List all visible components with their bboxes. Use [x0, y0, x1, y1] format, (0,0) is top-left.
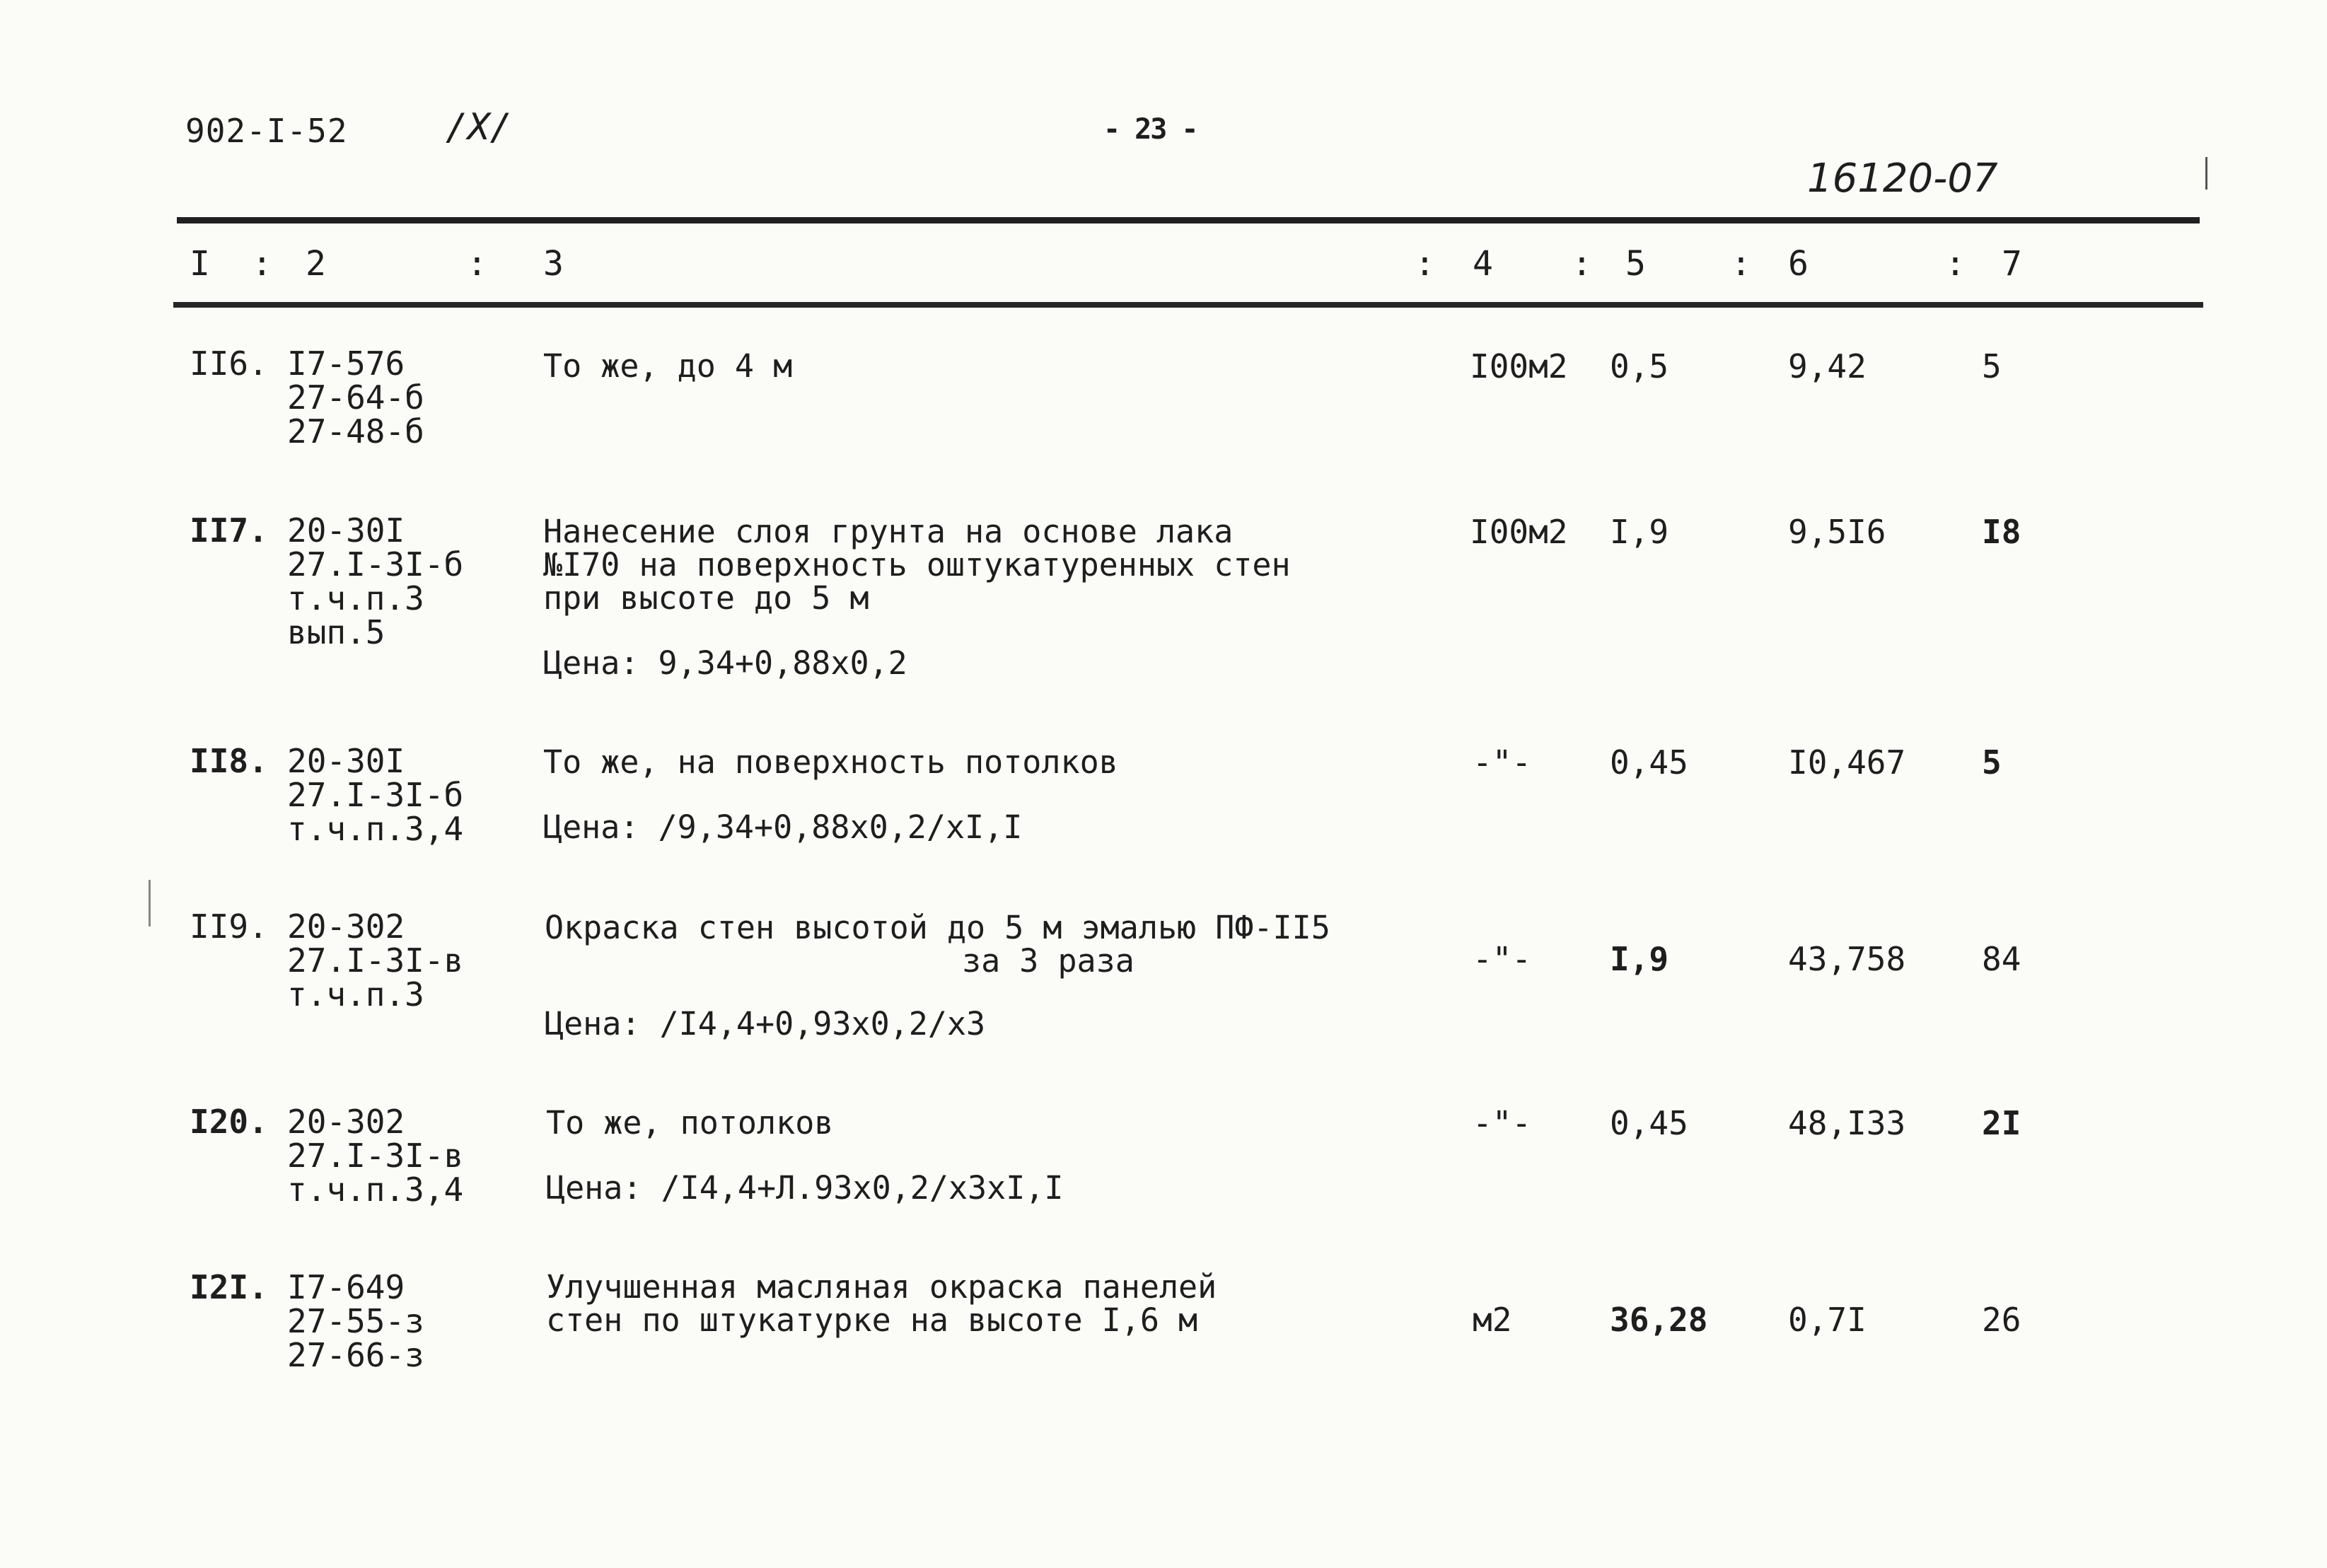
code-line: т.ч.п.3: [287, 975, 424, 1014]
row-number: I20.: [190, 1103, 268, 1141]
code-line: 20-302: [287, 1103, 405, 1141]
code-line: 27.I-3I-в: [287, 1137, 464, 1175]
row-quantity: 0,45: [1610, 743, 1688, 782]
code-line: 27.I-3I-б: [287, 776, 464, 814]
description-line: Нанесение слоя грунта на основе лака: [543, 513, 1234, 550]
row-codes: [287, 907, 464, 1014]
row-rate: 9,5I6: [1788, 513, 1886, 551]
row-unit: I00м2: [1470, 513, 1568, 551]
header-rule: [173, 302, 2203, 308]
row-quantity: 0,5: [1610, 347, 1669, 385]
handwritten-mark: /X/: [446, 106, 512, 149]
code-line: вып.5: [287, 613, 385, 651]
row-codes: [287, 1105, 463, 1207]
column-separator: :: [1945, 244, 1966, 284]
row-description: [543, 745, 1118, 779]
row-description: [543, 349, 792, 383]
row-unit: I00м2: [1470, 347, 1568, 385]
row-total: 26: [1982, 1301, 2021, 1339]
code-line: т.ч.п.3,4: [287, 810, 464, 848]
sheet-code: 16120-07: [1807, 156, 1998, 202]
row-total: 5: [1982, 743, 2002, 782]
description-line: стен по штукатурке на высоте I,6 м: [546, 1301, 1198, 1339]
row-description: [546, 1270, 1217, 1337]
code-line: 20-30I: [287, 742, 405, 780]
row-unit: м2: [1473, 1301, 1512, 1339]
code-line: т.ч.п.3,4: [287, 1171, 464, 1209]
description-line: То же, на поверхность потолков: [543, 743, 1118, 781]
code-line: 20-30I: [287, 511, 405, 550]
column-separator: :: [1415, 244, 1435, 284]
row-rate: 48,I33: [1788, 1104, 1906, 1142]
code-line: 27-64-б: [287, 378, 424, 417]
row-rate: 0,7I: [1788, 1301, 1867, 1339]
scan-edge-mark: [2205, 157, 2207, 190]
description-line: Улучшенная масляная окраска панелей: [546, 1268, 1217, 1306]
row-description: [546, 1104, 834, 1142]
row-codes: [287, 744, 463, 846]
code-line: 20-302: [287, 907, 405, 946]
column-header-4: 4: [1473, 244, 1493, 284]
column-separator: :: [467, 244, 487, 284]
row-unit: -"-: [1473, 940, 1532, 978]
description-line: То же, до 4 м: [543, 347, 793, 385]
row-number: II7.: [190, 511, 268, 550]
row-description: [545, 909, 1330, 980]
row-total: 5: [1982, 347, 2002, 385]
row-codes: [287, 513, 463, 649]
row-total: 2I: [1982, 1104, 2021, 1142]
document-code: 902-I-52: [185, 112, 348, 150]
code-line: 27.I-3I-б: [287, 545, 464, 583]
row-quantity: 36,28: [1610, 1301, 1708, 1339]
description-line: Окраска стен высотой до 5 м эмалью ПФ-II5: [545, 909, 1330, 946]
description-line: То же, потолков: [546, 1104, 834, 1142]
row-price: Цена: 9,34+0,88x0,2: [543, 644, 907, 682]
row-price: Цена: /I4,4+0,93x0,2/x3: [545, 1005, 986, 1043]
code-line: I7-576: [287, 344, 405, 383]
column-header-5: 5: [1625, 244, 1646, 284]
column-separator: :: [1572, 244, 1592, 284]
code-line: 27-66-з: [287, 1336, 424, 1374]
row-total: 84: [1982, 940, 2021, 978]
description-line: №I70 на поверхность оштукатуренных стен: [543, 546, 1291, 583]
column-separator: :: [1731, 244, 1751, 284]
row-price: Цена: /9,34+0,88x0,2/xI,I: [543, 808, 1023, 846]
code-line: 27.I-3I-в: [287, 941, 464, 980]
scan-edge-mark: [149, 880, 151, 927]
code-line: т.ч.п.3: [287, 579, 424, 617]
column-header-1: I: [190, 244, 210, 284]
row-number: II6.: [190, 344, 268, 383]
column-header-2: 2: [306, 244, 326, 284]
column-separator: :: [252, 244, 272, 284]
row-rate: 9,42: [1788, 347, 1867, 385]
code-line: 27-48-б: [287, 412, 424, 451]
code-line: I7-649: [287, 1268, 405, 1306]
row-description: [543, 515, 1291, 615]
row-codes: [287, 1270, 424, 1372]
column-header-6: 6: [1788, 244, 1809, 284]
row-unit: -"-: [1473, 1104, 1532, 1142]
top-rule: [177, 217, 2200, 223]
row-rate: 43,758: [1788, 940, 1906, 978]
description-line: при высоте до 5 м: [543, 579, 869, 617]
page-number: - 23 -: [1103, 113, 1197, 146]
column-header-3: 3: [543, 244, 564, 284]
row-number: II9.: [190, 907, 268, 946]
description-line: за 3 раза: [962, 942, 1135, 980]
row-quantity: I,9: [1610, 940, 1669, 978]
row-unit: -"-: [1473, 743, 1532, 782]
row-number: II8.: [190, 742, 268, 780]
column-header-7: 7: [2002, 244, 2022, 284]
row-rate: I0,467: [1788, 743, 1906, 782]
row-codes: [287, 344, 424, 451]
row-quantity: I,9: [1610, 513, 1669, 551]
row-total: I8: [1982, 513, 2021, 551]
row-price: Цена: /I4,4+Л.93x0,2/x3xI,I: [546, 1169, 1064, 1207]
row-number: I2I.: [190, 1268, 268, 1306]
row-quantity: 0,45: [1610, 1104, 1688, 1142]
code-line: 27-55-з: [287, 1302, 424, 1340]
